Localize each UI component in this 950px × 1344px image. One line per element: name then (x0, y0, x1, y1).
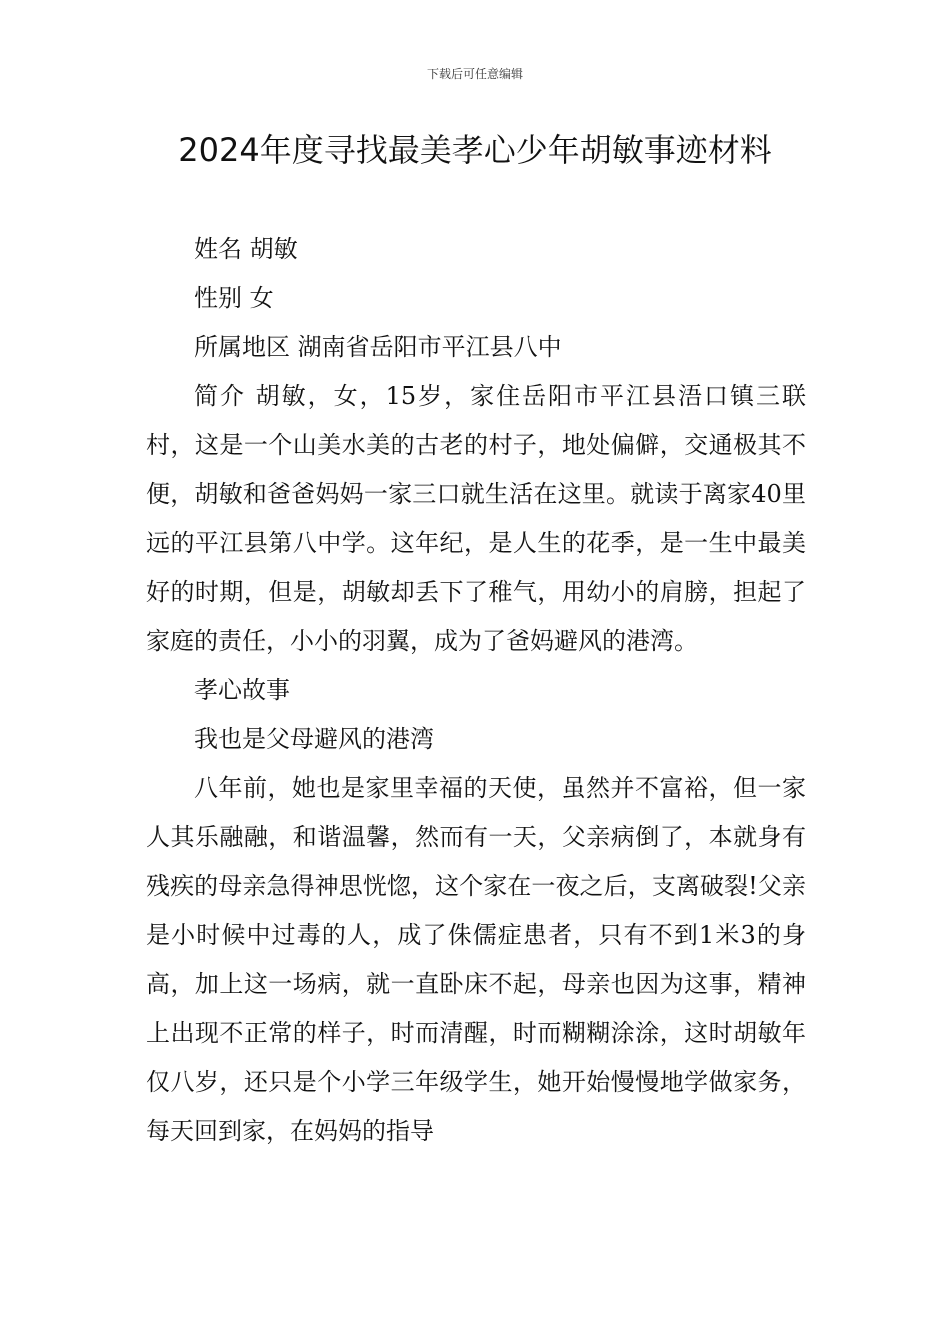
field-gender-value: 女 (249, 284, 274, 312)
header-note: 下载后可任意编辑 (426, 67, 523, 81)
document-body (146, 225, 806, 1156)
field-name (146, 225, 806, 274)
field-region-value: 湖南省岳阳市平江县八中 (297, 333, 562, 361)
field-name-value: 胡敏 (249, 235, 298, 263)
field-gender (146, 274, 806, 323)
intro-text: 胡敏，女，15岁，家住岳阳市平江县浯口镇三联村，这是一个山美水美的古老的村子，地处偏僻，交通极其不便，胡敏和爸爸妈妈一家三口就生活在这里。就读于离家40里远的平江县第八中学。这年纪，是人生的花季，是一生中最美好的时期，但是，胡敏却丢下了稚气，用幼小的肩膀，担起了家庭的责任，小小的羽翼，成为了爸妈避风的港湾。 (146, 382, 806, 655)
story-title: 我也是父母避风的港湾 (194, 725, 434, 753)
story-paragraph: 八年前，她也是家里幸福的天使，虽然并不富裕，但一家人其乐融融，和谐温馨，然而有一天，父亲病倒了，本就身有残疾的母亲急得神思恍惚，这个家在一夜之后，支离破裂!父亲是小时候中过毒的人，成了侏儒症患者，只有不到1米3的身高，加上这一场病，就一直卧床不起，母亲也因为这事，精神上出现不正常的样子，时而清醒，时而糊糊涂涂，这时胡敏年仅八岁，还只是个小学三年级学生，她开始慢慢地学做家务，每天回到家，在妈妈的指导 (146, 774, 806, 1145)
field-name-label: 姓名 (194, 235, 242, 263)
field-region-label: 所属地区 (194, 333, 290, 361)
intro-paragraph (146, 372, 806, 666)
section-heading: 孝心故事 (194, 676, 290, 704)
intro-label: 简介 (194, 382, 246, 410)
field-region (146, 323, 806, 372)
field-gender-label: 性别 (194, 284, 242, 312)
document-title: 2024年度寻找最美孝心少年胡敏事迹材料 (178, 131, 772, 169)
